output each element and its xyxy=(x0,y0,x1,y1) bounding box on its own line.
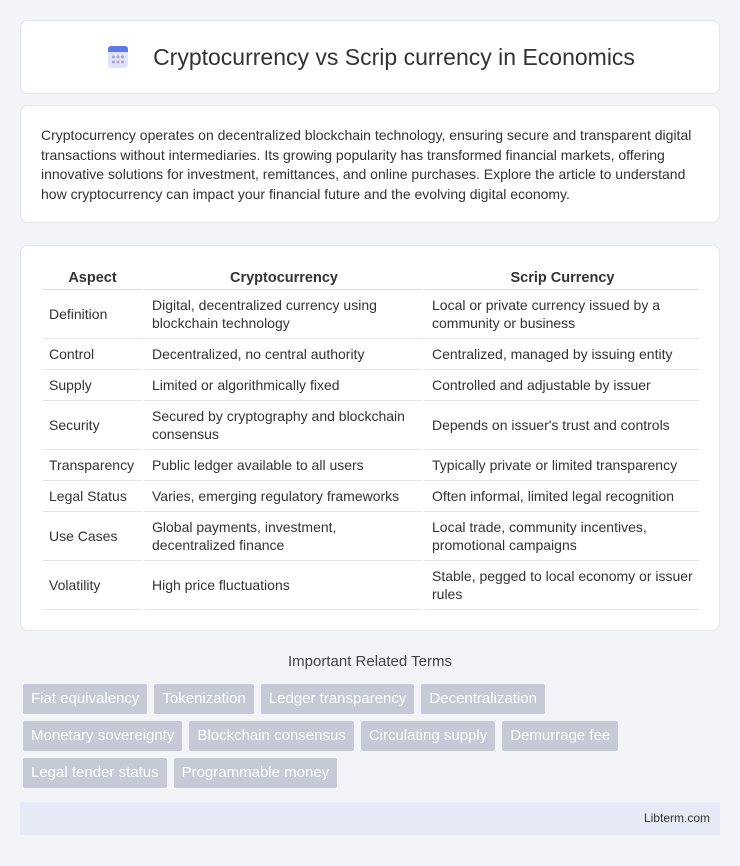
header-card xyxy=(20,20,720,94)
document-grid-icon xyxy=(105,44,131,70)
intro-card xyxy=(20,105,720,223)
cell-crypto: High price fluctuations xyxy=(142,561,422,610)
cell-crypto: Decentralized, no central authority xyxy=(142,339,422,370)
cell-aspect: Transparency xyxy=(43,450,142,481)
table-row xyxy=(43,561,699,610)
tag-blockchain-consensus[interactable]: Blockchain consensus xyxy=(189,721,353,751)
cell-aspect: Legal Status xyxy=(43,481,142,512)
cell-crypto: Global payments, investment, decentralized finance xyxy=(142,512,422,561)
cell-aspect: Definition xyxy=(43,290,142,339)
tag-row xyxy=(23,758,723,788)
cell-crypto: Digital, decentralized currency using blockchain technology xyxy=(142,290,422,339)
cell-scrip: Depends on issuer's trust and controls xyxy=(422,401,699,450)
cell-aspect: Security xyxy=(43,401,142,450)
tag-monetary-sovereignty[interactable]: Monetary sovereignty xyxy=(23,721,182,751)
related-terms-list xyxy=(23,684,723,795)
header-scrip-currency: Scrip Currency xyxy=(422,266,699,290)
cell-scrip: Local trade, community incentives, promotional campaigns xyxy=(422,512,699,561)
intro-paragraph: Cryptocurrency operates on decentralized blockchain technology, ensuring secure and transparent digital transactions without intermediaries. Its growing popularity has transformed financial markets, offering innovative solutions for investment, remittances, and online purchases. Explore the article to understand how cryptocurrency can impact your financial future and the evolving digital economy. xyxy=(41,127,692,202)
cell-scrip: Stable, pegged to local economy or issuer rules xyxy=(422,561,699,610)
tag-fiat-equivalency[interactable]: Fiat equivalency xyxy=(23,684,147,714)
tag-programmable-money[interactable]: Programmable money xyxy=(174,758,338,788)
tag-legal-tender-status[interactable]: Legal tender status xyxy=(23,758,167,788)
comparison-table xyxy=(43,266,699,610)
comparison-table-card xyxy=(20,245,720,631)
cell-scrip: Local or private currency issued by a community or business xyxy=(422,290,699,339)
table-header-row xyxy=(43,266,699,290)
cell-crypto: Public ledger available to all users xyxy=(142,450,422,481)
table-row xyxy=(43,481,699,512)
tag-demurrage-fee[interactable]: Demurrage fee xyxy=(502,721,618,751)
cell-aspect: Use Cases xyxy=(43,512,142,561)
tag-tokenization[interactable]: Tokenization xyxy=(154,684,253,714)
table-row xyxy=(43,450,699,481)
cell-crypto: Limited or algorithmically fixed xyxy=(142,370,422,401)
footer-site-link[interactable]: Libterm.com xyxy=(643,811,710,825)
related-terms-title: Important Related Terms xyxy=(288,653,452,670)
cell-crypto: Secured by cryptography and blockchain consensus xyxy=(142,401,422,450)
table-row xyxy=(43,339,699,370)
tag-row xyxy=(23,721,723,751)
header-aspect: Aspect xyxy=(43,266,142,290)
table-row xyxy=(43,512,699,561)
table-row xyxy=(43,370,699,401)
header-cryptocurrency: Cryptocurrency xyxy=(142,266,422,290)
footer xyxy=(20,802,720,835)
cell-scrip: Often informal, limited legal recognition xyxy=(422,481,699,512)
table-row xyxy=(43,290,699,339)
cell-scrip: Controlled and adjustable by issuer xyxy=(422,370,699,401)
cell-aspect: Control xyxy=(43,339,142,370)
tag-decentralization[interactable]: Decentralization xyxy=(421,684,545,714)
tag-circulating-supply[interactable]: Circulating supply xyxy=(361,721,495,751)
cell-crypto: Varies, emerging regulatory frameworks xyxy=(142,481,422,512)
tag-ledger-transparency[interactable]: Ledger transparency xyxy=(261,684,415,714)
cell-scrip: Typically private or limited transparency xyxy=(422,450,699,481)
table-row xyxy=(43,401,699,450)
page-title: Cryptocurrency vs Scrip currency in Economics xyxy=(153,43,635,70)
cell-aspect: Supply xyxy=(43,370,142,401)
tag-row xyxy=(23,684,723,714)
cell-scrip: Centralized, managed by issuing entity xyxy=(422,339,699,370)
cell-aspect: Volatility xyxy=(43,561,142,610)
